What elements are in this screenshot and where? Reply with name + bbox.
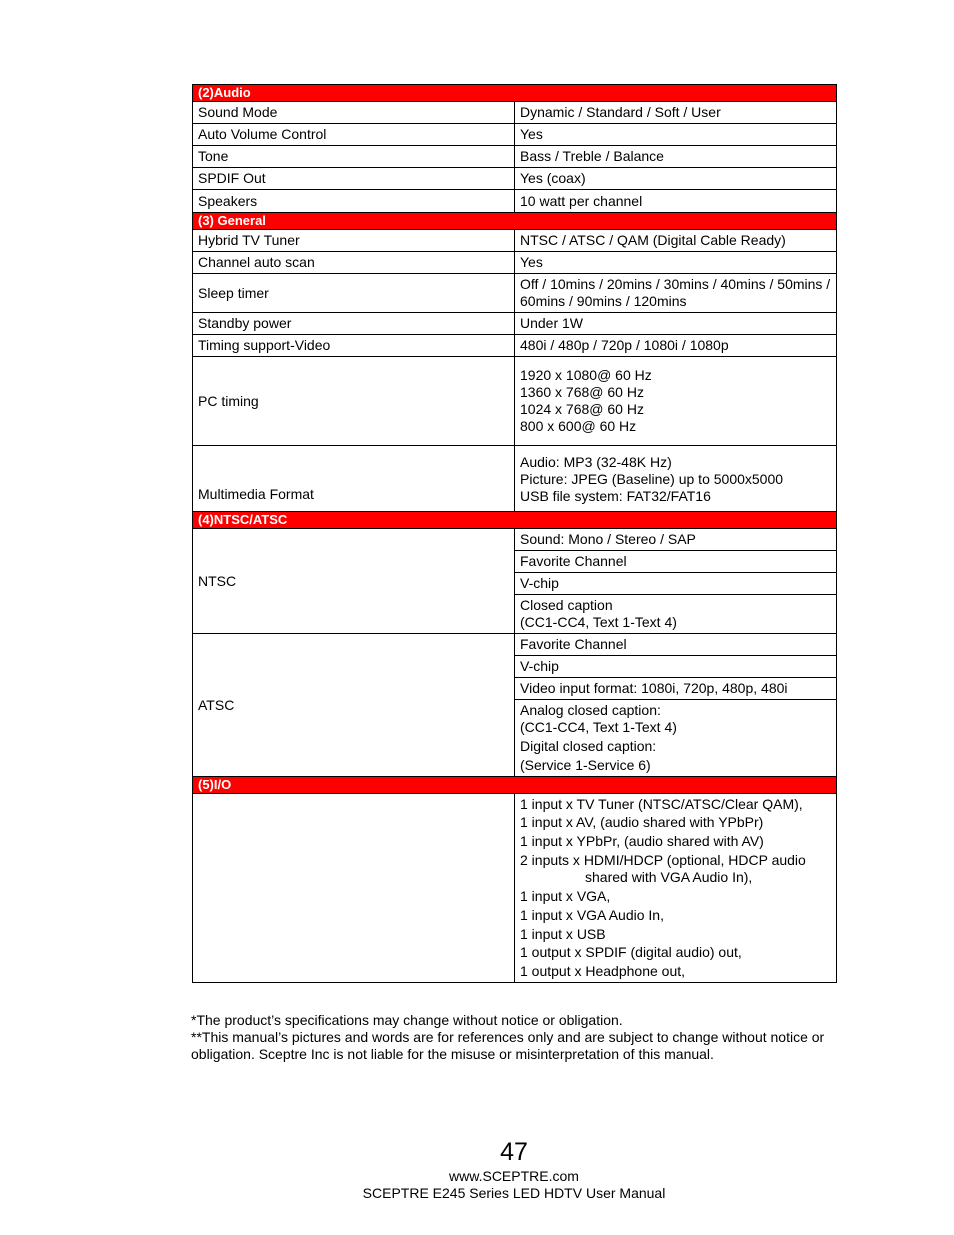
value-line: Picture: JPEG (Baseline) up to 5000x5000 [520, 471, 784, 487]
spec-label: Standby power [193, 313, 515, 335]
value-line: Off / 10mins / 20mins / 30mins / 40mins / 50mins / [520, 276, 831, 292]
section-header-io [193, 777, 837, 794]
table-row [193, 794, 837, 983]
spec-value [515, 700, 837, 777]
spec-label: Multimedia Format [193, 446, 515, 512]
spec-label: Sound Mode [193, 102, 515, 124]
section-header-general [193, 213, 837, 230]
spec-label: Channel auto scan [193, 252, 515, 274]
spec-value: Sound: Mono / Stereo / SAP [515, 529, 837, 551]
section-title: (2)Audio [193, 85, 837, 102]
table-row [193, 252, 837, 274]
table-row [193, 634, 837, 656]
spec-label: Sleep timer [193, 274, 515, 313]
spec-value [515, 595, 837, 634]
spec-label: PC timing [193, 357, 515, 446]
spec-value: 10 watt per channel [515, 190, 837, 213]
value-line: 2 inputs x HDMI/HDCP (optional, HDCP audio [520, 852, 806, 868]
value-line: Digital closed caption: [520, 738, 657, 754]
value-line: 1 input x USB [520, 926, 606, 942]
spec-label: NTSC [193, 529, 515, 634]
page-number: 47 [500, 1138, 528, 1166]
spec-value [515, 357, 837, 446]
value-line: 1 input x AV, (audio shared with YPbPr) [520, 814, 764, 830]
table-row [193, 124, 837, 146]
table-row [193, 446, 837, 512]
footnote-1: *The product’s specifications may change without notice or obligation. [191, 1012, 623, 1028]
table-row [193, 274, 837, 313]
value-line: 1024 x 768@ 60 Hz [520, 401, 644, 417]
value-line: (Service 1-Service 6) [520, 757, 651, 773]
value-line: 1 output x SPDIF (digital audio) out, [520, 944, 742, 960]
value-line: Closed caption [520, 597, 613, 613]
spec-label: Timing support-Video [193, 335, 515, 357]
spec-value: Under 1W [515, 313, 837, 335]
value-line: (CC1-CC4, Text 1-Text 4) [520, 614, 677, 630]
spec-value [515, 446, 837, 512]
value-line: Analog closed caption: [520, 702, 661, 718]
spec-value [515, 794, 837, 983]
spec-value: NTSC / ATSC / QAM (Digital Cable Ready) [515, 230, 837, 252]
spec-value: Bass / Treble / Balance [515, 146, 837, 168]
spec-label: Auto Volume Control [193, 124, 515, 146]
spec-value [515, 274, 837, 313]
section-title: (4)NTSC/ATSC [193, 512, 837, 529]
table-row [193, 146, 837, 168]
table-row [193, 190, 837, 213]
value-line: shared with VGA Audio In), [585, 869, 753, 885]
spec-label: Speakers [193, 190, 515, 213]
spec-value: Yes (coax) [515, 168, 837, 190]
spec-value: 480i / 480p / 720p / 1080i / 1080p [515, 335, 837, 357]
footer-title: SCEPTRE E245 Series LED HDTV User Manual [362, 1185, 666, 1201]
spec-table [192, 84, 837, 983]
spec-value: Video input format: 1080i, 720p, 480p, 480i [515, 678, 837, 700]
footer-url: www.SCEPTRE.com [449, 1168, 579, 1184]
value-line: 1 input x VGA Audio In, [520, 907, 664, 923]
spec-label: ATSC [193, 634, 515, 777]
value-line: (CC1-CC4, Text 1-Text 4) [520, 719, 677, 735]
value-line: 1 input x YPbPr, (audio shared with AV) [520, 833, 764, 849]
section-header-ntsc-atsc [193, 512, 837, 529]
value-line: 1920 x 1080@ 60 Hz [520, 367, 652, 383]
table-row [193, 102, 837, 124]
value-line: 800 x 600@ 60 Hz [520, 418, 637, 434]
spec-value: Dynamic / Standard / Soft / User [515, 102, 837, 124]
table-row [193, 168, 837, 190]
spec-value: Favorite Channel [515, 634, 837, 656]
table-row [193, 335, 837, 357]
spec-value: Yes [515, 124, 837, 146]
value-line: Audio: MP3 (32-48K Hz) [520, 454, 672, 470]
footnotes [191, 1012, 841, 1063]
section-header-audio [193, 85, 837, 102]
table-row [193, 230, 837, 252]
spec-label: SPDIF Out [193, 168, 515, 190]
spec-label: Tone [193, 146, 515, 168]
spec-value: Yes [515, 252, 837, 274]
table-row [193, 357, 837, 446]
spec-value: V-chip [515, 656, 837, 678]
spec-label-empty [193, 794, 515, 983]
table-row [193, 529, 837, 551]
table-row [193, 313, 837, 335]
spec-label: Hybrid TV Tuner [193, 230, 515, 252]
value-line: 1 output x Headphone out, [520, 963, 686, 979]
value-line: 1 input x TV Tuner (NTSC/ATSC/Clear QAM), [520, 796, 803, 812]
section-title: (5)I/O [193, 777, 837, 794]
footnote-2: **This manual’s pictures and words are for references only and are subject to change without notice or obligation. Sceptre Inc is not liable for the misuse or misinterpretation of this manual. [191, 1029, 825, 1062]
value-line: 1 input x VGA, [520, 888, 611, 904]
value-line: 1360 x 768@ 60 Hz [520, 384, 644, 400]
section-title: (3) General [193, 213, 837, 230]
spec-value: V-chip [515, 573, 837, 595]
value-line: 60mins / 90mins / 120mins [520, 293, 687, 309]
spec-value: Favorite Channel [515, 551, 837, 573]
value-line: USB file system: FAT32/FAT16 [520, 488, 711, 504]
